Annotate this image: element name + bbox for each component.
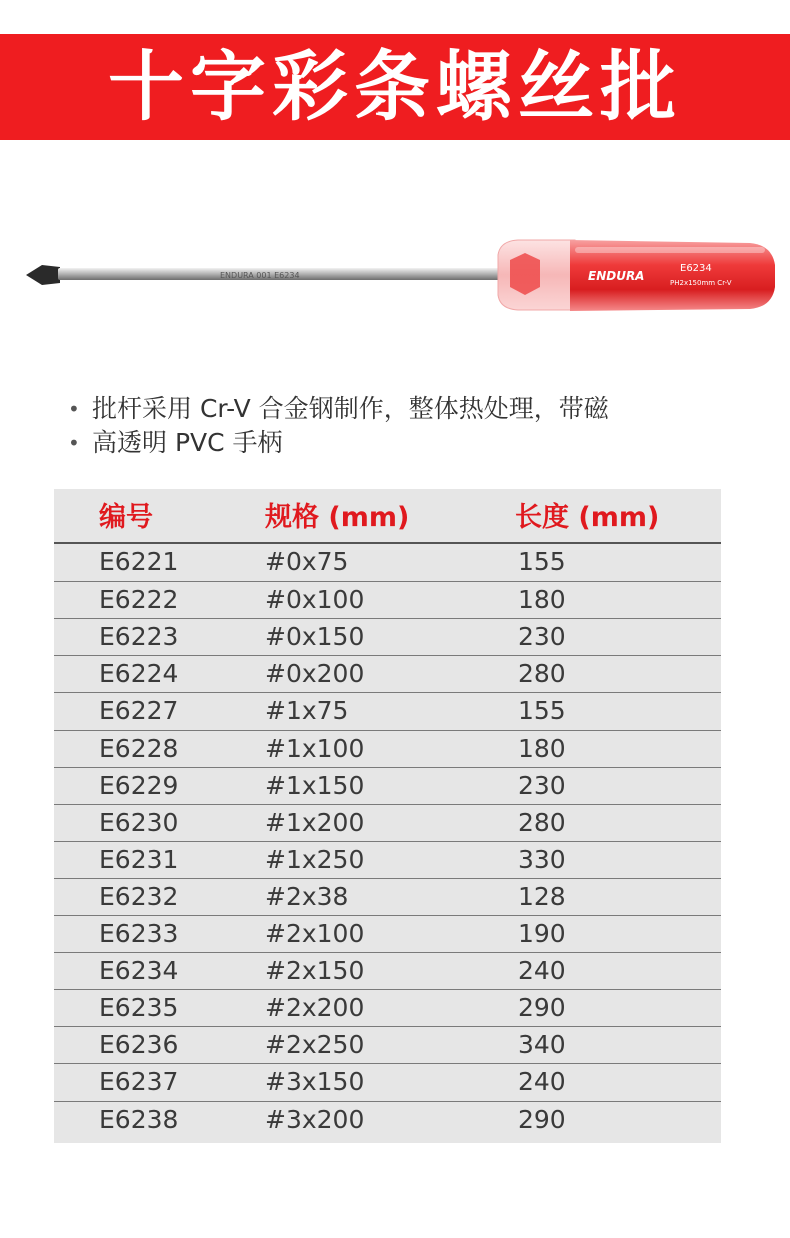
cell-spec: #2x200 (265, 993, 365, 1023)
cell-code: E6232 (99, 881, 179, 911)
table-row (54, 730, 721, 767)
cell-spec: #1x250 (265, 844, 365, 874)
title-banner (0, 34, 790, 140)
table-row (54, 767, 721, 804)
cell-spec: #0x75 (265, 547, 349, 576)
cell-spec: #1x75 (265, 696, 349, 726)
cell-length: 340 (518, 1030, 566, 1060)
cell-spec: #2x150 (265, 956, 365, 986)
handle-spec: PH2x150mm Cr-V (670, 279, 732, 287)
column-header-length: 长度 (mm) (515, 502, 660, 533)
cell-length: 230 (518, 770, 566, 800)
table-row (54, 1026, 721, 1063)
cell-length: 330 (518, 844, 566, 874)
cell-spec: #0x200 (265, 659, 365, 689)
cell-length: 155 (518, 696, 566, 726)
cell-length: 290 (518, 993, 566, 1023)
bullet-icon: • (68, 397, 80, 421)
table-row (54, 1101, 721, 1138)
table-row (54, 841, 721, 878)
cell-code: E6238 (99, 1104, 179, 1134)
cell-code: E6233 (99, 919, 179, 948)
cell-length: 230 (518, 622, 566, 652)
cell-code: E6229 (99, 770, 179, 800)
cell-code: E6230 (99, 807, 179, 837)
feature-text: 高透明 PVC 手柄 (92, 428, 283, 457)
shaft-marking: ENDURA 001 E6234 (220, 271, 300, 280)
table-row (54, 692, 721, 729)
cell-spec: #2x100 (265, 919, 365, 948)
cell-code: E6235 (99, 993, 179, 1023)
cell-length: 240 (518, 956, 566, 986)
cell-spec: #1x200 (265, 807, 365, 837)
table-row (54, 618, 721, 655)
cell-length: 128 (518, 881, 566, 911)
column-header-spec: 规格 (mm) (265, 502, 410, 533)
cell-spec: #1x150 (265, 770, 365, 800)
table-row (54, 989, 721, 1026)
cell-code: E6222 (99, 585, 179, 615)
spec-table (54, 489, 721, 1143)
cell-code: E6234 (99, 956, 179, 986)
table-row (54, 1063, 721, 1100)
screwdriver-tip (26, 265, 60, 285)
cell-spec: #3x150 (265, 1067, 365, 1097)
table-row (54, 878, 721, 915)
feature-item (68, 426, 768, 460)
cell-spec: #0x100 (265, 585, 365, 615)
cell-spec: #0x150 (265, 622, 365, 652)
table-row (54, 544, 721, 581)
page-title: 十字彩条螺丝批 (108, 42, 682, 131)
table-row (54, 952, 721, 989)
bullet-icon: • (68, 431, 80, 455)
cell-code: E6227 (99, 696, 179, 726)
cell-spec: #2x250 (265, 1030, 365, 1060)
cell-code: E6223 (99, 622, 179, 652)
cell-length: 280 (518, 807, 566, 837)
cell-code: E6237 (99, 1067, 179, 1097)
feature-list (68, 392, 768, 460)
table-row (54, 581, 721, 618)
product-image (20, 225, 780, 325)
table-row (54, 655, 721, 692)
table-row (54, 804, 721, 841)
cell-length: 290 (518, 1104, 566, 1134)
cell-code: E6236 (99, 1030, 179, 1060)
screwdriver-icon (20, 225, 780, 325)
cell-length: 190 (518, 919, 566, 948)
cell-length: 180 (518, 733, 566, 763)
cell-code: E6228 (99, 733, 179, 763)
cell-length: 180 (518, 585, 566, 615)
handle-hex (510, 253, 540, 295)
cell-code: E6224 (99, 659, 179, 689)
cell-length: 240 (518, 1067, 566, 1097)
column-header-code: 编号 (99, 502, 153, 533)
cell-code: E6221 (99, 547, 179, 576)
table-header (54, 489, 721, 544)
cell-spec: #3x200 (265, 1104, 365, 1134)
handle-brand: ENDURA (588, 269, 645, 283)
cell-length: 280 (518, 659, 566, 689)
cell-spec: #2x38 (265, 881, 349, 911)
handle-model: E6234 (680, 263, 712, 274)
feature-text: 批杆采用 Cr-V 合金钢制作，整体热处理，带磁 (92, 394, 609, 423)
cell-length: 155 (518, 547, 566, 576)
cell-spec: #1x100 (265, 733, 365, 763)
feature-item (68, 392, 768, 426)
cell-code: E6231 (99, 844, 179, 874)
table-row (54, 915, 721, 952)
